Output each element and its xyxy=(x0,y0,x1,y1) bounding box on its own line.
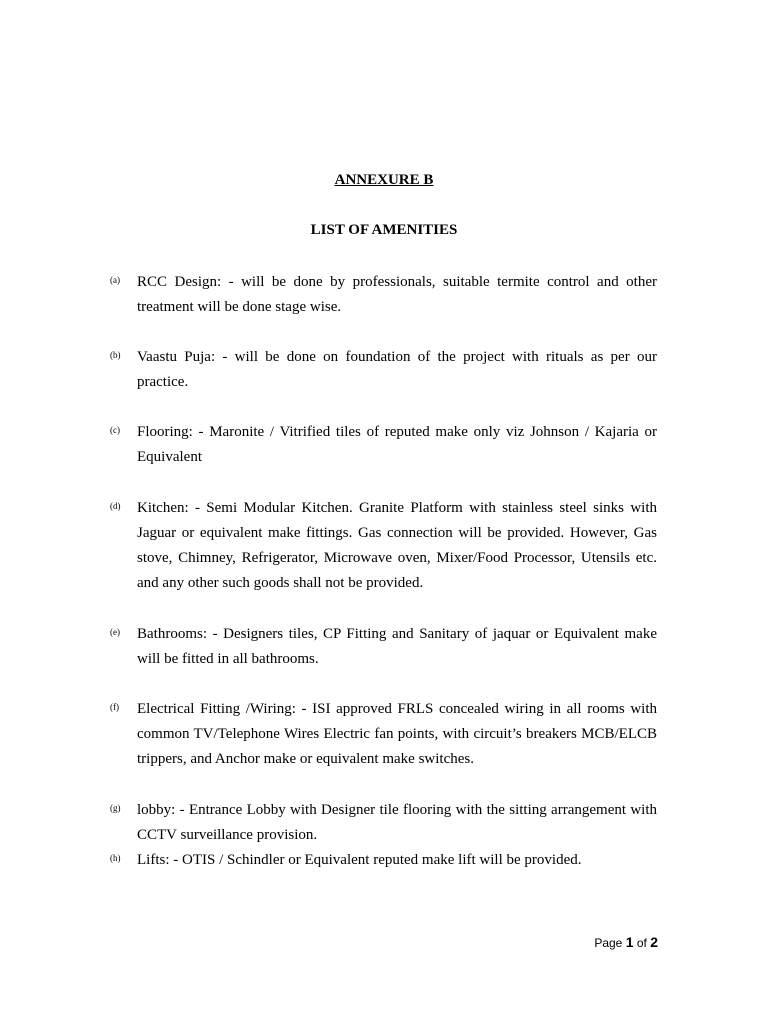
list-item-text: Kitchen: - Semi Modular Kitchen. Granite Platform with stainless steel sinks with Jaguar or equivalent make fittings. Gas connection will be provided. However, Gas stove, Chimney, Refrigerator, Microwave oven, Mixer/Food Processor, Utensils etc. and any other such goods shall not be provided. xyxy=(137,500,657,591)
page-word: Page xyxy=(594,936,623,950)
page-total: 2 xyxy=(650,934,658,950)
list-item-a xyxy=(110,270,657,320)
list-marker: (f) xyxy=(110,702,119,712)
of-word: of xyxy=(636,936,647,950)
list-item-g xyxy=(110,798,657,848)
list-item-text: lobby: - Entrance Lobby with Designer tile flooring with the sitting arrangement with CCTV surveillance provision. xyxy=(137,802,657,843)
list-item-text: Vaastu Puja: - will be done on foundation of the project with rituals as per our practice. xyxy=(137,349,657,390)
list-marker: (g) xyxy=(110,803,121,813)
list-item-h xyxy=(110,848,657,873)
amenities-title: LIST OF AMENITIES xyxy=(310,222,458,238)
list-item-text: Electrical Fitting /Wiring: - ISI approved FRLS concealed wiring in all rooms with common TV/Telephone Wires Electric fan points, with circuit’s breakers MCB/ELCB trippers, and Anchor make or equivalent make switches. xyxy=(137,701,657,767)
list-item-f xyxy=(110,697,657,772)
list-item-c xyxy=(110,420,657,470)
list-item-text: Flooring: - Maronite / Vitrified tiles of reputed make only viz Johnson / Kajaria or Equivalent xyxy=(137,424,657,465)
list-item-d xyxy=(110,496,657,596)
page-current: 1 xyxy=(625,934,634,950)
list-marker: (b) xyxy=(110,350,121,360)
page-number-footer xyxy=(594,934,658,950)
list-marker: (a) xyxy=(110,275,120,285)
annexure-heading: ANNEXURE B xyxy=(334,172,434,188)
list-item-text: Bathrooms: - Designers tiles, CP Fitting and Sanitary of jaquar or Equivalent make will be fitted in all bathrooms. xyxy=(137,626,657,667)
list-marker: (c) xyxy=(110,425,120,435)
list-marker: (h) xyxy=(110,853,121,863)
list-item-b xyxy=(110,345,657,395)
list-item-text: RCC Design: - will be done by professionals, suitable termite control and other treatment will be done stage wise. xyxy=(137,274,657,315)
list-item-e xyxy=(110,622,657,672)
list-marker: (d) xyxy=(110,501,121,511)
list-item-text: Lifts: - OTIS / Schindler or Equivalent reputed make lift will be provided. xyxy=(137,852,582,868)
list-marker: (e) xyxy=(110,627,120,637)
